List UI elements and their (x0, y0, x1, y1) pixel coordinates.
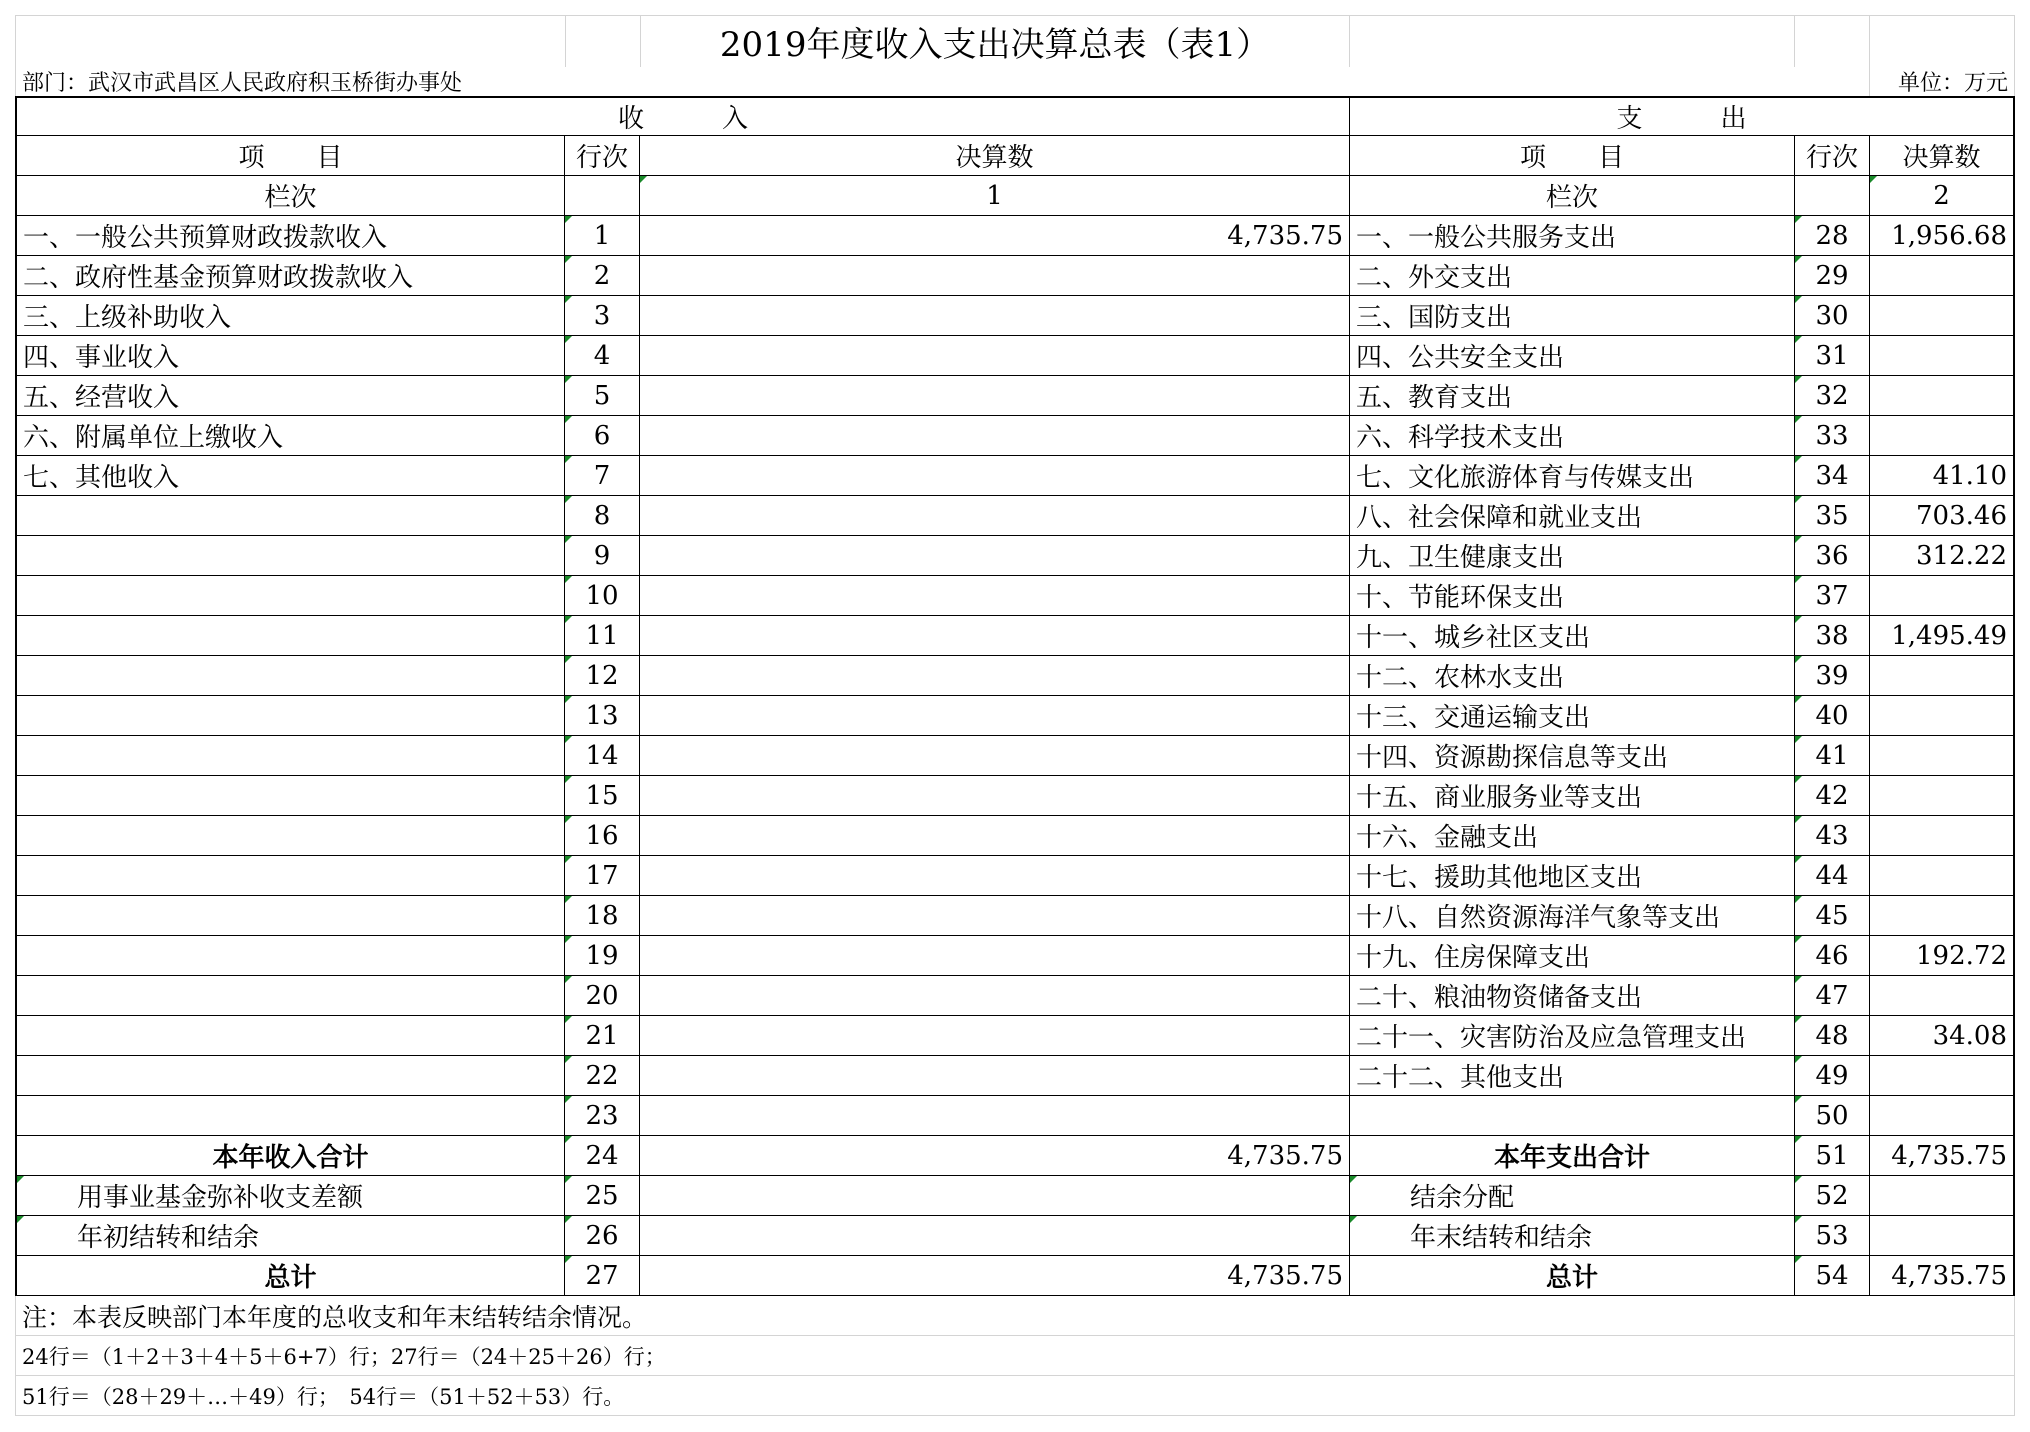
expense-item: 十五、商业服务业等支出 (1350, 776, 1795, 816)
expense-line-no: 39 (1795, 656, 1870, 696)
expense-amount (1870, 696, 2015, 736)
income-line-no: 25 (565, 1176, 640, 1216)
expense-item: 十八、自然资源海洋气象等支出 (1350, 896, 1795, 936)
expense-item: 八、社会保障和就业支出 (1350, 496, 1795, 536)
expense-line-no: 54 (1795, 1256, 1870, 1296)
expense-line-header: 行次 (1795, 136, 1870, 176)
income-item (15, 816, 565, 856)
column-number-row (15, 176, 2015, 216)
income-line-no: 4 (565, 336, 640, 376)
income-amount (640, 1096, 1350, 1136)
income-amount (640, 976, 1350, 1016)
income-amount (640, 1216, 1350, 1256)
income-item: 年初结转和结余 (15, 1216, 565, 1256)
income-item: 一、一般公共预算财政拨款收入 (15, 216, 565, 256)
income-item (15, 976, 565, 1016)
table-row (15, 536, 2015, 576)
income-amount (640, 776, 1350, 816)
expense-section-header: 支 出 (1350, 98, 2015, 136)
income-line-header: 行次 (565, 136, 640, 176)
table-row (15, 736, 2015, 776)
expense-line-no: 49 (1795, 1056, 1870, 1096)
department-label: 部门：武汉市武昌区人民政府积玉桥街办事处 (16, 67, 1870, 96)
table-row (15, 296, 2015, 336)
table-row (15, 576, 2015, 616)
income-item (15, 1016, 565, 1056)
table-row (15, 616, 2015, 656)
expense-item: 六、科学技术支出 (1350, 416, 1795, 456)
income-amount (640, 616, 1350, 656)
expense-line-no: 43 (1795, 816, 1870, 856)
expense-line-no: 48 (1795, 1016, 1870, 1056)
title-row (15, 15, 2015, 67)
income-amount (640, 696, 1350, 736)
expense-item: 三、国防支出 (1350, 296, 1795, 336)
income-amount (640, 936, 1350, 976)
expense-item: 十一、城乡社区支出 (1350, 616, 1795, 656)
income-item (15, 856, 565, 896)
income-amount (640, 896, 1350, 936)
income-amount: 4,735.75 (640, 1256, 1350, 1296)
income-item (15, 776, 565, 816)
expense-line-no: 44 (1795, 856, 1870, 896)
expense-item: 本年支出合计 (1350, 1136, 1795, 1176)
income-line-no: 22 (565, 1056, 640, 1096)
expense-amount (1870, 416, 2015, 456)
table-row (15, 376, 2015, 416)
expense-amount (1870, 336, 2015, 376)
expense-amount: 1,495.49 (1870, 616, 2015, 656)
expense-amount (1870, 976, 2015, 1016)
department-row (15, 67, 2015, 96)
income-line-no: 3 (565, 296, 640, 336)
expense-item: 十二、农林水支出 (1350, 656, 1795, 696)
total-row (15, 1256, 2015, 1296)
expense-amount (1870, 736, 2015, 776)
income-amount (640, 856, 1350, 896)
income-line-no: 6 (565, 416, 640, 456)
income-amount (640, 376, 1350, 416)
expense-line-no: 53 (1795, 1216, 1870, 1256)
income-amount (640, 1056, 1350, 1096)
income-item: 三、上级补助收入 (15, 296, 565, 336)
expense-item: 四、公共安全支出 (1350, 336, 1795, 376)
page-title: 2019年度收入支出决算总表（表1） (641, 16, 1351, 67)
expense-line-no: 37 (1795, 576, 1870, 616)
income-amount (640, 416, 1350, 456)
income-item (15, 536, 565, 576)
expense-line-no: 32 (1795, 376, 1870, 416)
income-line-no: 24 (565, 1136, 640, 1176)
expense-amount (1870, 1056, 2015, 1096)
unit-label: 单位：万元 (1870, 67, 2015, 96)
expense-line-no: 50 (1795, 1096, 1870, 1136)
income-item (15, 736, 565, 776)
income-amount (640, 656, 1350, 696)
income-item (15, 936, 565, 976)
expense-item: 结余分配 (1350, 1176, 1795, 1216)
income-line-no: 8 (565, 496, 640, 536)
income-item-header: 项 目 (15, 136, 565, 176)
expense-amount (1870, 1216, 2015, 1256)
income-line-no: 20 (565, 976, 640, 1016)
table-row (15, 776, 2015, 816)
table-row (15, 1016, 2015, 1056)
expense-item: 七、文化旅游体育与传媒支出 (1350, 456, 1795, 496)
expense-amount (1870, 776, 2015, 816)
income-amount (640, 1176, 1350, 1216)
note-line: 注：本表反映部门本年度的总收支和年末结转结余情况。 (15, 1296, 2015, 1336)
expense-line-no: 52 (1795, 1176, 1870, 1216)
expense-item (1350, 1096, 1795, 1136)
expense-item-header: 项 目 (1350, 136, 1795, 176)
table-row (15, 896, 2015, 936)
income-line-no: 12 (565, 656, 640, 696)
income-amount: 4,735.75 (640, 1136, 1350, 1176)
income-item: 四、事业收入 (15, 336, 565, 376)
income-item: 总计 (15, 1256, 565, 1296)
expense-column-label: 栏次 (1350, 176, 1795, 216)
table-row (15, 336, 2015, 376)
income-amount (640, 496, 1350, 536)
expense-amount (1870, 1096, 2015, 1136)
income-line-no: 26 (565, 1216, 640, 1256)
income-item: 用事业基金弥补收支差额 (15, 1176, 565, 1216)
expense-line-no: 36 (1795, 536, 1870, 576)
expense-line-no: 41 (1795, 736, 1870, 776)
expense-amount: 192.72 (1870, 936, 2015, 976)
income-item (15, 1096, 565, 1136)
expense-line-no: 46 (1795, 936, 1870, 976)
income-amount (640, 1016, 1350, 1056)
expense-amount (1870, 376, 2015, 416)
expense-item: 二十、粮油物资储备支出 (1350, 976, 1795, 1016)
expense-item: 十九、住房保障支出 (1350, 936, 1795, 976)
expense-amount: 1,956.68 (1870, 216, 2015, 256)
expense-amount (1870, 656, 2015, 696)
income-line-no: 16 (565, 816, 640, 856)
income-item (15, 696, 565, 736)
expense-amount (1870, 296, 2015, 336)
income-line-no: 9 (565, 536, 640, 576)
income-item (15, 496, 565, 536)
expense-amount: 41.10 (1870, 456, 2015, 496)
income-line-no: 7 (565, 456, 640, 496)
expense-line-no: 42 (1795, 776, 1870, 816)
expense-item: 十三、交通运输支出 (1350, 696, 1795, 736)
income-amount-header: 决算数 (640, 136, 1350, 176)
section-header-row (15, 96, 2015, 136)
note-line: 24行＝（1＋2＋3＋4＋5＋6+7）行；27行＝（24＋25＋26）行； (15, 1336, 2015, 1376)
expense-amount: 34.08 (1870, 1016, 2015, 1056)
income-item (15, 656, 565, 696)
income-line-no: 23 (565, 1096, 640, 1136)
income-line-no: 10 (565, 576, 640, 616)
table-row (15, 856, 2015, 896)
income-item: 本年收入合计 (15, 1136, 565, 1176)
expense-amount (1870, 856, 2015, 896)
income-line-no: 5 (565, 376, 640, 416)
income-line-no: 14 (565, 736, 640, 776)
income-item (15, 616, 565, 656)
table-row (15, 656, 2015, 696)
note-line: 51行＝（28＋29＋…＋49）行； 54行＝（51＋52＋53）行。 (15, 1376, 2015, 1416)
expense-amount: 703.46 (1870, 496, 2015, 536)
expense-line-no: 30 (1795, 296, 1870, 336)
expense-line-no: 29 (1795, 256, 1870, 296)
income-item: 五、经营收入 (15, 376, 565, 416)
table-row (15, 936, 2015, 976)
expense-amount (1870, 816, 2015, 856)
income-amount (640, 296, 1350, 336)
income-line-no: 17 (565, 856, 640, 896)
table-row (15, 1056, 2015, 1096)
income-amount (640, 256, 1350, 296)
expense-item: 二十二、其他支出 (1350, 1056, 1795, 1096)
income-column-number: 1 (640, 176, 1350, 216)
total-row (15, 1216, 2015, 1256)
expense-line-no: 34 (1795, 456, 1870, 496)
income-amount (640, 456, 1350, 496)
total-row (15, 1176, 2015, 1216)
column-header-row (15, 136, 2015, 176)
expense-item: 二十一、灾害防治及应急管理支出 (1350, 1016, 1795, 1056)
expense-item: 九、卫生健康支出 (1350, 536, 1795, 576)
income-item (15, 896, 565, 936)
expense-line-no: 35 (1795, 496, 1870, 536)
expense-item: 十六、金融支出 (1350, 816, 1795, 856)
income-amount: 4,735.75 (640, 216, 1350, 256)
expense-line-no: 40 (1795, 696, 1870, 736)
expense-amount: 4,735.75 (1870, 1256, 2015, 1296)
table-row (15, 416, 2015, 456)
expense-amount (1870, 896, 2015, 936)
expense-item: 二、外交支出 (1350, 256, 1795, 296)
expense-line-no: 33 (1795, 416, 1870, 456)
total-row (15, 1136, 2015, 1176)
table-row (15, 456, 2015, 496)
income-line-no: 19 (565, 936, 640, 976)
expense-line-no: 51 (1795, 1136, 1870, 1176)
expense-amount (1870, 576, 2015, 616)
expense-item: 十四、资源勘探信息等支出 (1350, 736, 1795, 776)
income-item: 二、政府性基金预算财政拨款收入 (15, 256, 565, 296)
expense-line-no: 38 (1795, 616, 1870, 656)
income-amount (640, 576, 1350, 616)
income-amount (640, 816, 1350, 856)
income-line-no: 11 (565, 616, 640, 656)
income-amount (640, 336, 1350, 376)
table-row (15, 256, 2015, 296)
income-item (15, 1056, 565, 1096)
income-line-no: 21 (565, 1016, 640, 1056)
expense-line-no: 31 (1795, 336, 1870, 376)
income-line-no: 18 (565, 896, 640, 936)
table-row (15, 816, 2015, 856)
table-row (15, 216, 2015, 256)
income-amount (640, 536, 1350, 576)
expense-amount: 4,735.75 (1870, 1136, 2015, 1176)
income-item (15, 576, 565, 616)
income-line-no: 15 (565, 776, 640, 816)
expense-column-number: 2 (1870, 176, 2015, 216)
income-column-label: 栏次 (15, 176, 565, 216)
income-item: 六、附属单位上缴收入 (15, 416, 565, 456)
income-amount (640, 736, 1350, 776)
expense-item: 十、节能环保支出 (1350, 576, 1795, 616)
expense-amount: 312.22 (1870, 536, 2015, 576)
expense-item: 十七、援助其他地区支出 (1350, 856, 1795, 896)
income-line-no: 2 (565, 256, 640, 296)
expense-amount-header: 决算数 (1870, 136, 2015, 176)
expense-line-no: 45 (1795, 896, 1870, 936)
expense-line-no: 47 (1795, 976, 1870, 1016)
expense-item: 年末结转和结余 (1350, 1216, 1795, 1256)
table-row (15, 976, 2015, 1016)
table-row (15, 696, 2015, 736)
expense-item: 总计 (1350, 1256, 1795, 1296)
income-section-header: 收 入 (15, 98, 1350, 136)
income-line-no: 27 (565, 1256, 640, 1296)
table-row (15, 1096, 2015, 1136)
expense-item: 一、一般公共服务支出 (1350, 216, 1795, 256)
expense-line-no: 28 (1795, 216, 1870, 256)
income-line-no: 1 (565, 216, 640, 256)
income-line-no: 13 (565, 696, 640, 736)
expense-amount (1870, 256, 2015, 296)
expense-amount (1870, 1176, 2015, 1216)
table-row (15, 496, 2015, 536)
income-item: 七、其他收入 (15, 456, 565, 496)
expense-item: 五、教育支出 (1350, 376, 1795, 416)
